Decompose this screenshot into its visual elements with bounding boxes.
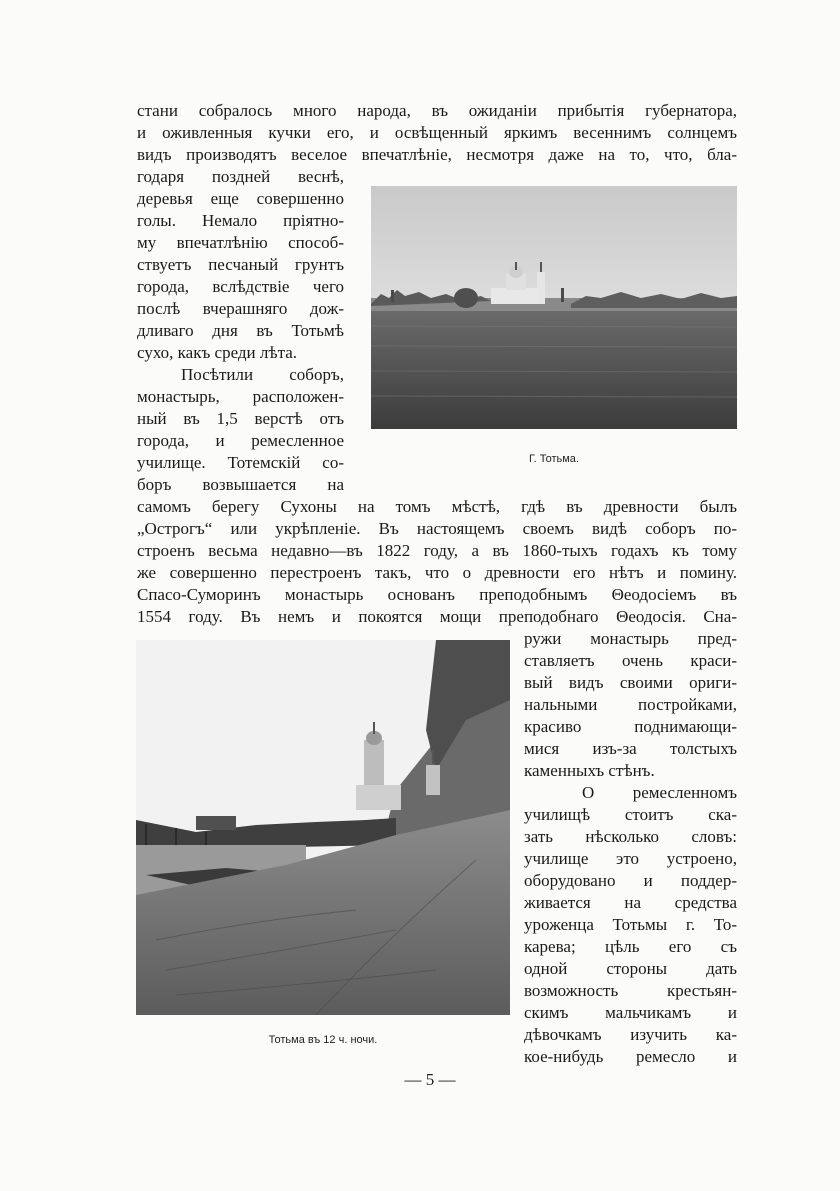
text-line: и оживленныя кучки его, и освѣщенный яркимъ весеннимъ солнцемъ: [137, 123, 737, 142]
text-line: О ремесленномъ: [582, 783, 737, 802]
text-line: зать нѣсколько словъ:: [524, 827, 737, 846]
text-line: стани собралось много народа, въ ожиданіи прибытія губернатора,: [137, 101, 737, 120]
text-line: „Острогъ“ или укрѣпленіе. Въ настоящемъ своемъ видѣ соборъ по-: [137, 519, 737, 538]
text-line: боръ возвышается на: [137, 475, 344, 494]
text-line: возможность крестьян-: [524, 981, 737, 1000]
photo-caption: Тотьма въ 12 ч. ночи.: [268, 1034, 378, 1046]
text-line: дѣвочкамъ изучить ка-: [524, 1025, 737, 1044]
text-line: нальными постройками,: [524, 695, 737, 714]
photo-totma-night: [136, 640, 510, 1015]
photo-totma-river-image: [371, 186, 737, 429]
page-number: — 5 —: [404, 1070, 456, 1089]
text-line: строенъ весьма недавно—въ 1822 году, а въ 1860-тыхъ годахъ къ тому: [137, 541, 737, 560]
text-line: дливаго дня въ Тотьмѣ: [137, 321, 344, 340]
text-line: Посѣтили соборъ,: [181, 365, 344, 384]
photo-totma-river: [371, 186, 737, 429]
photo-totma-night-image: [136, 640, 510, 1015]
text-line: училище. Тотемскій со-: [137, 453, 344, 472]
text-line: ружи монастырь пред-: [524, 629, 737, 648]
text-line: Спасо-Суморинъ монастырь основанъ преподобнымъ Θеодосіемъ въ: [137, 585, 737, 604]
text-line: голы. Немало пріятно-: [137, 211, 344, 230]
text-line: одной стороны дать: [524, 959, 737, 978]
text-line: му впечатлѣнію способ-: [137, 233, 344, 252]
text-line: 1554 году. Въ немъ и покоятся мощи преподобнаго Θеодосія. Сна-: [137, 607, 737, 626]
photo-caption: Г. Тотьма.: [529, 453, 579, 465]
text-line: ствуетъ песчаный грунтъ: [137, 255, 344, 274]
text-line: же совершенно перестроенъ такъ, что о древности его нѣтъ и помину.: [137, 563, 737, 582]
text-line: годаря поздней веснѣ,: [137, 167, 344, 186]
text-line: уроженца Тотьмы г. То-: [524, 915, 737, 934]
text-line: ставляетъ очень краси-: [524, 651, 737, 670]
text-line: кое-нибудь ремесло и: [524, 1047, 737, 1066]
text-line: вый видъ своими ориги-: [524, 673, 737, 692]
text-line: монастырь, расположен-: [137, 387, 344, 406]
text-line: города, и ремесленное: [137, 431, 344, 450]
text-line: ный въ 1,5 верстѣ отъ: [137, 409, 344, 428]
text-line: скимъ мальчикамъ и: [524, 1003, 737, 1022]
text-line: оборудовано и поддер-: [524, 871, 737, 890]
text-line: училище это устроено,: [524, 849, 737, 868]
text-line: города, вслѣдствіе чего: [137, 277, 344, 296]
text-line: сухо, какъ среди лѣта.: [137, 343, 298, 362]
text-line: красиво поднимающи-: [524, 717, 737, 736]
text-line: деревья еще совершенно: [137, 189, 344, 208]
text-line: училищѣ стоитъ ска-: [524, 805, 737, 824]
text-line: карева; цѣль его съ: [524, 937, 737, 956]
text-line: каменныхъ стѣнъ.: [524, 761, 655, 780]
text-line: послѣ вчерашняго дож-: [137, 299, 344, 318]
text-line: видъ производятъ веселое впечатлѣніе, несмотря даже на то, что, бла-: [137, 145, 737, 164]
text-line: самомъ берегу Сухоны на томъ мѣстѣ, гдѣ въ древности былъ: [137, 497, 737, 516]
text-line: мися изъ-за толстыхъ: [524, 739, 737, 758]
text-line: живается на средства: [524, 893, 737, 912]
